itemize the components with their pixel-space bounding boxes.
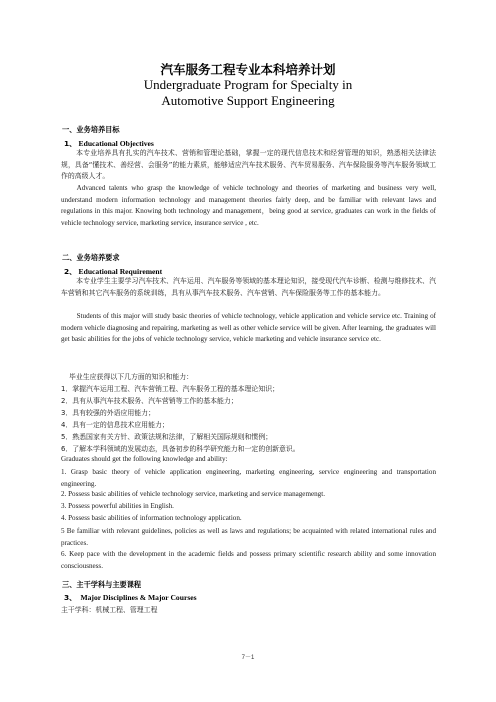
knowledge-list-item-en: 6. Keep pace with the development in the academic fields and possess primary scientific research ability and some innovation consciousness. [61,550,436,570]
section2-paragraph-cn: 本专业学生主要学习汽车技术、汽车运用、汽车服务等领域的基本理论知识，接受现代汽车诊断、检测与维修技术、汽车营销和其它汽车服务的系统训练，具有从事汽车技术服务、汽车营销、汽车保险服务等工作的基本能力。 [61,277,436,297]
page-title-cn: 汽车服务工程专业本科培养计划 [160,62,336,77]
knowledge-list-item-cn: 1．掌握汽车运用工程、汽车营销工程、汽车服务工程的基本理论知识； [61,385,279,393]
section2-heading-cn: 二、业务培养要求 [62,253,120,262]
knowledge-list-item-en: 3. Possess powerful abilities in English. [61,502,174,510]
section1-paragraph-cn: 本专业培养具有扎实的汽车技术、营销和管理论基础，掌握一定的现代信息技术和经营管理的知识，熟悉相关法律法规，具备“懂技术、善经营、会服务”的能力素质，能够适应汽车技术服务、汽车贸易服务、汽车保险服务等汽车服务领域工作的高级人才。 [61,149,436,180]
section1-heading-cn: 一、业务培养目标 [62,125,120,134]
section1-paragraph-en: Advanced talents who grasp the knowledge of vehicle technology and theories of marketing and business very well, understand modern information technology and management theories fairly deep, and be familiar with relevant laws and regulations in this major. Knowing both technology and management，being good at service, graduates can work in the fields of vehicle technology service, marketing service, insurance service , etc. [61,184,436,227]
knowledge-list-intro-cn: 毕业生应获得以下几方面的知识和能力： [69,373,194,381]
section2-paragraph-en: Students of this major will study basic theories of vehicle technology, vehicle application and vehicle service etc. Training of modern vehicle diagnosing and repairing, marketing as well as other vehicle service will be given. After learning, the graduates will get basic abilities for the jobs of vehicle technology service, vehicle marketing and vehicle insurance service etc. [61,312,436,343]
knowledge-list-item-cn: 6．了解本学科领域的发展动态，具备初步的科学研究能力和一定的创新意识。 [61,445,300,453]
section3-heading-number: 3、 [64,593,77,602]
page-title-en-line1: Undergraduate Program for Specialty in [143,77,353,92]
knowledge-list-item-en: 4. Possess basic abilities of information technology application. [61,514,242,522]
knowledge-list-item-cn: 3．具有较强的外语应用能力； [61,409,155,417]
knowledge-list-intro-en: Graduates should get the following knowledge and ability: [61,455,228,463]
section3-heading-en [64,592,197,603]
section2-heading-number: 2、 [64,267,77,276]
knowledge-list-item-en: 5 Be familiar with relevant guidelines, policies as well as laws and regulations; be acquainted with related international rules and practices. [61,527,436,547]
knowledge-list-item-en: 1. Grasp basic theory of vehicle application engineering, marketing engineering, service engineering and transportation engineering. [61,468,436,488]
section2-heading-en-text: Educational Requirement [78,267,163,276]
page-title-en-line2: Automotive Support Engineering [161,93,335,108]
section1-heading-en-text: Educational Objectives [78,139,154,148]
page-number: 7－1 [241,655,255,661]
section1-heading-number: 1、 [64,139,77,148]
knowledge-list-item-cn: 2．具有从事汽车技术服务、汽车营销等工作的基本能力； [61,397,238,405]
section3-heading-cn: 三、主干学科与主要课程 [62,580,142,589]
section3-heading-en-text: Major Disciplines & Major Courses [80,593,197,602]
knowledge-list-item-en: 2. Possess basic abilities of vehicle technology service, marketing and service managemengt. [61,490,325,498]
major-disciplines-line: 主干学科：机械工程、管理工程 [61,606,158,614]
knowledge-list-item-cn: 4．具有一定的信息技术应用能力； [61,421,169,429]
knowledge-list-item-cn: 5．熟悉国家有关方针、政策法规和法律，了解相关国际规则和惯例； [61,433,273,441]
